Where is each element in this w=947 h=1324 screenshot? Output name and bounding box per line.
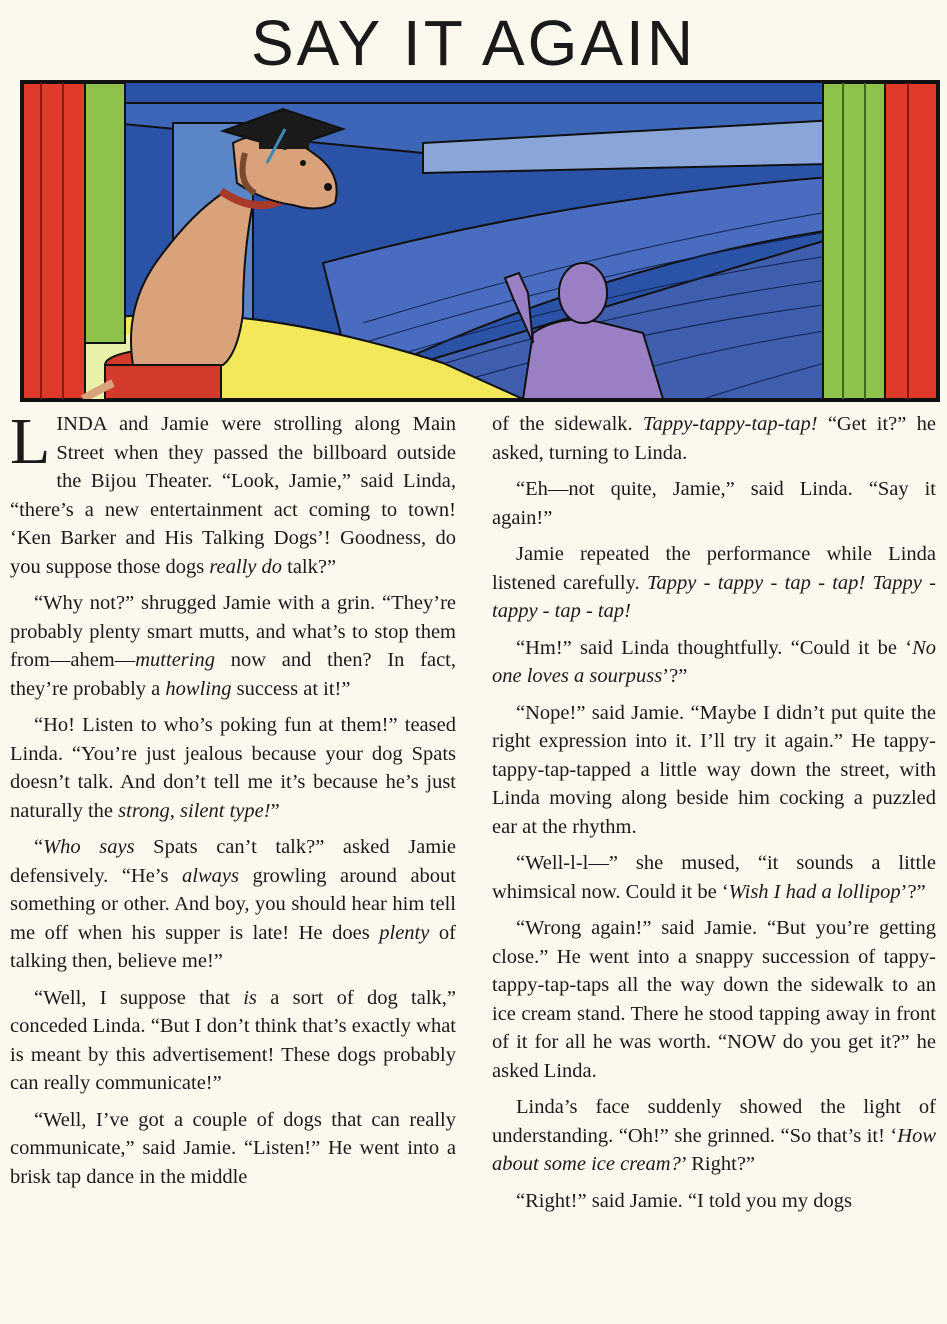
stage-curtain-right-icon [823,83,937,399]
paragraph: Linda’s face suddenly showed the light of understanding. “Oh!” she grinned. “So that’s it! ‘How about some ice cream?’ Right?” [492,1096,936,1175]
page-title: SAY IT AGAIN [250,7,697,79]
paragraph: “Well, I suppose that is a sort of dog talk,” conceded Linda. “But I don’t think that’s exactly what is meant by this advertisement! These dogs probably can really communicate!” [10,986,457,1094]
paragraph: “Hm!” said Linda thoughtfully. “Could it be ‘No one loves a sourpuss’?” [492,636,936,687]
paragraph: “Well, I’ve got a couple of dogs that can really communicate,” said Jamie. “Listen!” He went into a brisk tap dance in the middle [10,1108,456,1188]
paragraph: Jamie repeated the performance while Linda listened carefully. Tappy - tappy - tap - tap! Tappy - tappy - tap - tap! [492,543,936,622]
paragraph: “Who says Spats can’t talk?” asked Jamie defensively. “He’s always growling around about something or other. And boy, you should hear him tell me off when his supper is late! He does plenty of talking then, believe me!” [10,836,457,972]
paragraph: “Well-l-l—” she mused, “it sounds a little whimsical now. Could it be ‘Wish I had a lollipop’?” [492,852,936,903]
paragraph: “Right!” said Jamie. “I told you my dogs [516,1189,852,1212]
story-column-right [492,410,936,1223]
paragraph: “Eh—not quite, Jamie,” said Linda. “Say it again!” [492,478,936,529]
paragraph: “Why not?” shrugged Jamie with a grin. “They’re probably plenty smart mutts, and what’s to stop them from—ahem—muttering now and then? In fact, they’re probably a howling success at it!” [10,592,456,700]
story-column-left [10,405,457,1199]
paragraph: “Wrong again!” said Jamie. “But you’re getting close.” He went into a snappy succession of tappy-tappy-tap-taps all the way down the sidewalk to an ice cream stand. There he stood tapping away in front of it for all he was worth. “NOW do you get it?” he asked Linda. [492,917,936,1082]
paragraph: “Nope!” said Jamie. “Maybe I didn’t put quite the right expression into it. I’ll try it again.” He tappy-tappy-tap-tapped a little way down the street, with Linda moving along beside him cocking a puzzled ear at the rhythm. [492,701,936,838]
drop-cap: L [10,405,51,478]
paragraph: “Ho! Listen to who’s poking fun at them!” teased Linda. “You’re just jealous because your dog Spats doesn’t talk. And don’t tell me it’s because he’s just naturally the strong, silent type!” [10,714,456,822]
paragraph: of the sidewalk. Tappy-tappy-tap-tap! “Get it?” he asked, turning to Linda. [492,413,936,464]
stage-illustration [20,80,940,402]
paragraph: LINDA and Jamie were strolling along Main Street when they passed the billboard outside the Bijou Theater. “Look, Jamie,” said Linda, “there’s a new entertainment act coming to town! ‘Ken Barker and His Talking Dogs’! Goodness, do you suppose those dogs really do talk?” [10,405,456,578]
